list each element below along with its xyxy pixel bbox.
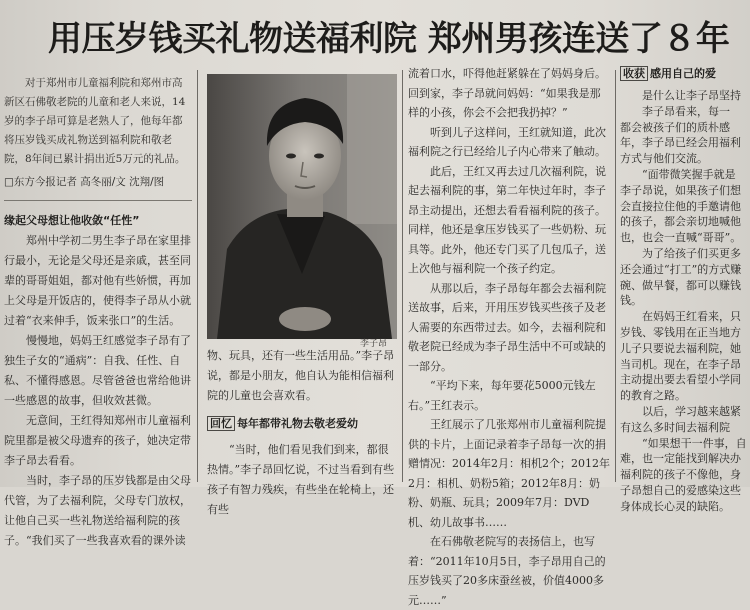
paragraph: 流着口水，吓得他赶紧躲在了妈妈身后。回到家，李子昂就问妈妈：“如果我是那样的小孩，你会不会把我扔掉？”: [408, 67, 606, 119]
paragraph: 慢慢地，妈妈王红感觉李子昂有了独生子女的“通病”：自我、任性、自私、不懂得感恩。尽管爸爸也常给他讲一些感恩的故事，但收效甚微。: [4, 334, 191, 407]
photo-caption: 李子昂: [360, 339, 388, 349]
text-line: 为了给孩子们买更多: [642, 246, 741, 260]
byline: □东方今报记者 高冬丽/文 沈翔/图: [4, 176, 165, 188]
text-line: “面带微笑握手就是: [642, 167, 736, 181]
section-title: 每年都带礼物去敬老爱幼: [237, 417, 358, 430]
text-line: 都会被孩子们的质朴感: [620, 120, 730, 134]
text-line: 儿子只要说去福利院，她: [620, 341, 741, 355]
column-divider: [197, 70, 198, 482]
text-line: 岁钱、零钱用在正当地方: [620, 325, 741, 339]
paragraph: 在石佛敬老院写的表扬信上，也写着：“2011年10月5日，李子昂用自己的压岁钱买了20多床蚕丝被，价值4000多元……”: [408, 535, 606, 607]
text-line: 在妈妈王红看来，只: [642, 310, 741, 324]
far-right-column: [620, 64, 750, 513]
column-divider: [402, 70, 403, 482]
text-line: 是什么让李子昂坚持: [642, 89, 741, 102]
text-line: 碗、做早餐，都可以赚钱: [620, 278, 741, 292]
text-line: 子昂想自己的爱感染这些: [620, 483, 741, 497]
article-headline: 用压岁钱买礼物送福利院 郑州男孩连送了８年: [48, 19, 730, 59]
paragraph: 无意间，王红得知郑州市儿童福利院里都是被父母遗弃的孩子，她决定带李子昂去看看。: [4, 414, 191, 467]
paragraph: 当时，李子昂的压岁钱都是由父母代管，为了去福利院，父母专门放权，让他自己买一些礼物送给福利院的孩子。“我们买了一些我喜欢看的课外读: [4, 474, 191, 547]
paragraph: 听到儿子这样问，王红就知道，此次福利院之行已经给儿子内心带来了触动。: [408, 125, 606, 158]
text-line: 李子昂说，如果孩子们想: [620, 183, 741, 197]
text-line: 有这么多时间去福利院: [620, 420, 730, 434]
paragraph: 物、玩具，还有一些生活用品。”李子昂说，都是小朋友，他自认为能相信福利院的儿童也会喜欢看。: [207, 349, 395, 402]
text-line: 福利院的孩子不像他，身: [620, 468, 741, 482]
section-title: 父母想让他收敛“任性”: [26, 214, 140, 227]
paragraph: 王红展示了几张郑州市儿童福利院提供的卡片，上面记录着李子昂每一次的捐赠情况：2014年2月：相机2个；2012年2月：相机、奶粉5箱；2012年8月：奶粉、奶瓶、玩具；2009年7月：DVD机、幼儿故事书……: [408, 418, 610, 529]
right-column: [408, 64, 611, 607]
section-heading-origin: [4, 211, 192, 231]
boy-portrait-image: [207, 74, 397, 339]
section-tag: 回忆: [207, 416, 235, 431]
text-line: 主动提出要去看望小学同: [620, 373, 741, 387]
text-line: 李子昂看来，每一: [642, 104, 730, 118]
text-line: 钱。: [620, 294, 642, 308]
paragraph: 此后，王红又再去过几次福利院，说起去福利院的事，第二年快过年时，李子昂主动提出，还想去看看福利院的孩子。同样，他还是拿压岁钱买了一些奶粉、玩具等。此外，他还专门买了几包瓜子，送上次他与福利院一个孩子约定。: [408, 164, 606, 275]
paragraph: “平均下来，每年要花5000元钱左右。”王红表示。: [408, 379, 596, 412]
text-line: 身体成长心灵的缺陷。: [620, 499, 730, 513]
byline-rule: [4, 200, 192, 201]
section-title: 感用自己的爱: [650, 67, 716, 80]
text-line: 会直接拉住他的手邀请他: [620, 199, 741, 213]
text-line: 以后，学习越来越紧: [642, 404, 741, 418]
column-divider: [615, 70, 616, 482]
text-line: 方式与他们交流。: [620, 152, 708, 166]
text-line: 当司机。现在，在李子昂: [620, 357, 741, 371]
text-line: 难，也一定能找到解决办: [620, 452, 741, 466]
middle-column: [207, 346, 399, 516]
section-tag: 缘起: [4, 214, 26, 227]
text-line: 还会通过“打工”的方式赚: [620, 262, 742, 276]
text-line: 的孩子，都会亲切地喊他: [620, 215, 741, 229]
article-lead: 对于郑州市儿童福利院和郑州市高新区石佛敬老院的儿童和老人来说，14岁的李子昂可算是老熟人了，他每年都将压岁钱买成礼物送到福利院和敬老院，8年间已累计捐出近5万元的礼品。: [4, 77, 186, 165]
text-line: 的教育之路。: [620, 389, 686, 403]
section-heading-gain: [620, 64, 750, 84]
paragraph: “当时，他们看见我们到来，都很热情。”李子昂回忆说，不过当看到有些孩子有智力残疾，有些坐在轮椅上，还有些: [207, 443, 395, 516]
text-line: 年，李子昂已经会用福利: [620, 136, 741, 150]
paragraph: 郑州中学初二男生李子昂在家里排行最小，无论是父母还是亲戚，甚至同辈的哥哥姐姐，都对他有些娇惯，再加上父母是开饭店的，使得李子昂从小就过着“衣来伸手，饭来张口”的生活。: [4, 234, 191, 327]
section-heading-memory: [207, 414, 399, 434]
section-tag: 收获: [620, 66, 648, 81]
portrait-photo: [207, 74, 397, 339]
text-line: 也，也会一直喊“哥哥”。: [620, 231, 742, 245]
paragraph: 从那以后，李子昂每年都会去福利院送故事，后来，开用压岁钱买些孩子及老人需要的东西带过去。如今，去福利院和敬老院已经成为李子昂生活中不可或缺的一部分。: [408, 281, 606, 373]
text-line: “如果想干一件事，自: [642, 436, 747, 450]
left-column: [4, 74, 192, 547]
